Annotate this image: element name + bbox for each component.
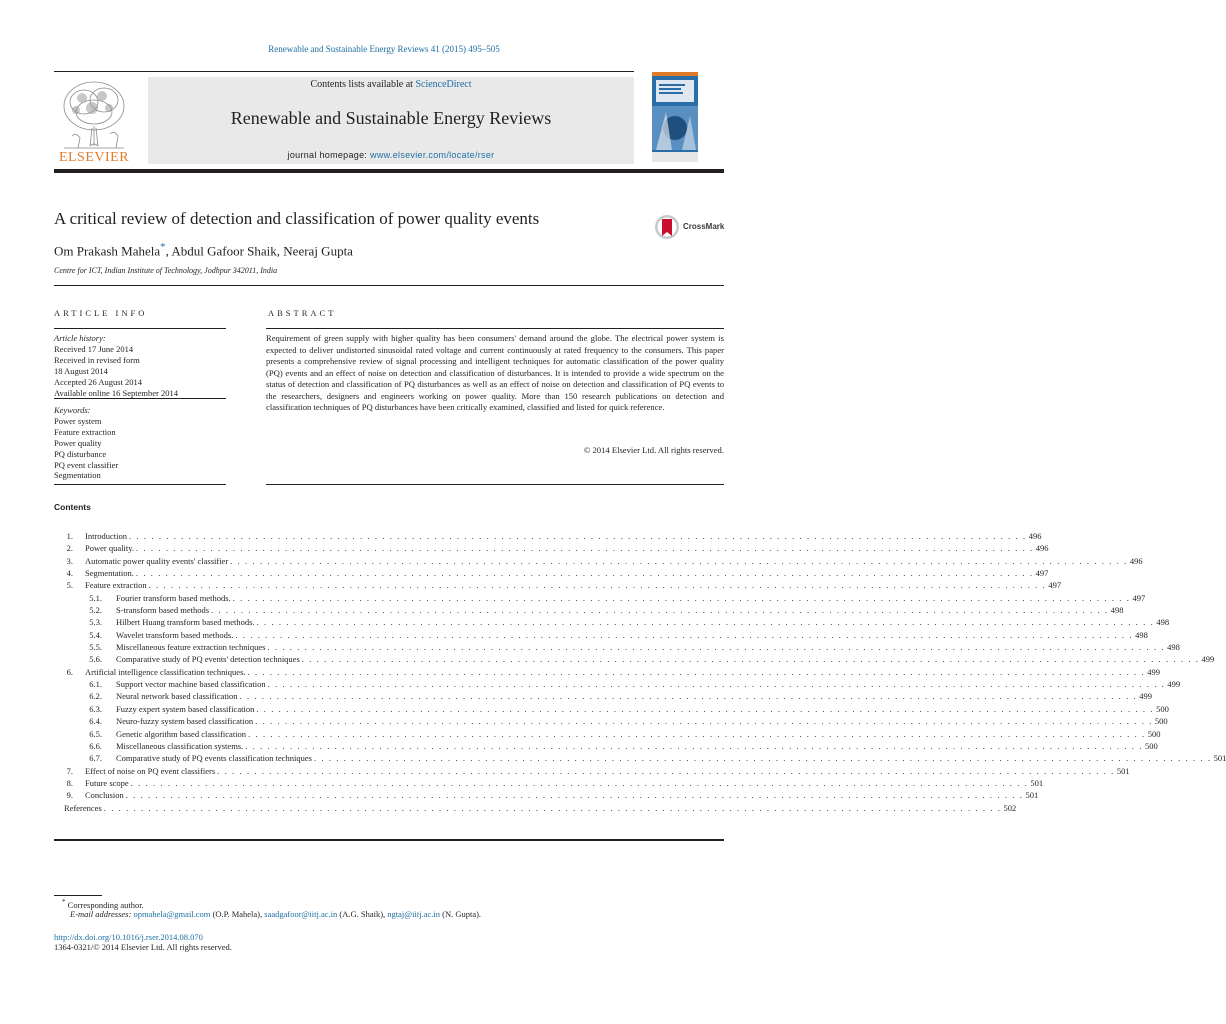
toc-row[interactable] <box>54 777 1044 789</box>
homepage-label: journal homepage: <box>287 150 371 160</box>
keyword-item: Segmentation <box>54 470 101 481</box>
toc-number: 5. <box>66 580 73 591</box>
toc-row[interactable] <box>54 616 1170 628</box>
author-name: Neeraj Gupta <box>283 243 353 259</box>
toc-page-number: 499 <box>1139 691 1153 702</box>
toc-page-number: 497 <box>1048 580 1062 591</box>
toc-page-number: 498 <box>1135 629 1148 640</box>
toc-number: 5.1. <box>89 592 102 603</box>
homepage-link[interactable]: www.elsevier.com/locate/rser <box>370 150 495 160</box>
toc-title: S-transform based methods <box>116 605 210 616</box>
toc-page-number: 501 <box>1116 765 1130 776</box>
toc-leader-dots: . . . . . . . . . . . . . . . . . . . . . . . . . . . . . . . . . . . . . . . . . . . . . . . . . . . . . . . . . . . . . . . . . . . . . . . . . . . . . . . . . . . . . . . . . . . . . . . . . . . . . . . . . . . . . . . . . . . . . . . . . <box>125 790 1024 801</box>
toc-entry <box>116 641 1180 653</box>
journal-citation[interactable]: Renewable and Sustainable Energy Reviews 41 (2015) 495–505 <box>268 44 500 54</box>
toc-row[interactable] <box>54 690 1153 702</box>
toc-number: 6.6. <box>89 740 102 751</box>
toc-row[interactable] <box>54 567 1049 579</box>
toc-row[interactable] <box>54 802 1017 814</box>
email-list <box>133 909 481 919</box>
journal-cover-image[interactable] <box>652 72 698 162</box>
toc-number: 3. <box>66 555 73 566</box>
journal-title: Renewable and Sustainable Energy Reviews <box>230 108 552 128</box>
toc-entry <box>85 579 1062 591</box>
journal-homepage-line <box>148 150 634 160</box>
email-owner: (A.G. Shaik), <box>337 909 388 919</box>
toc-leader-dots: . . . . . . . . . . . . . . . . . . . . . . . . . . . . . . . . . . . . . . . . . . . . . . . . . . . . . . . . . . . . . . . . . . . . . . . . . . . . . . . . . . . . . . . . . . . . . . . . . . . . . . . . . . . . . . . . . . . . . . . . . <box>136 543 1034 554</box>
toc-page-number: 501 <box>1213 753 1226 764</box>
history-item: Available online 16 September 2014 <box>54 387 179 398</box>
toc-number: 9. <box>66 790 73 801</box>
toc-title: Genetic algorithm based classification <box>116 728 247 739</box>
toc-entry <box>116 604 1124 616</box>
corresponding-mark: * <box>62 898 66 906</box>
toc-number: 6.4. <box>89 716 102 727</box>
email-link[interactable]: saadgafoor@iitj.ac.in <box>264 909 338 919</box>
toc-entry <box>64 802 1017 814</box>
toc-title: Fuzzy expert system based classification <box>116 703 255 714</box>
toc-leader-dots: . . . . . . . . . . . . . . . . . . . . . . . . . . . . . . . . . . . . . . . . . . . . . . . . . . . . . . . . . . . . . . . . . . . . . . . . . . . . . . . . . . . . . . . . . . . . . . . . . . . . . . . . . . . . . . . . . . . . . . . . . <box>267 642 1166 653</box>
keyword-item: Power quality <box>54 437 102 448</box>
toc-leader-dots: . . . . . . . . . . . . . . . . . . . . . . . . . . . . . . . . . . . . . . . . . . . . . . . . . . . . . . . . . . . . . . . . . . . . . . . . . . . . . . . . . . . . . . . . . . . . . . . . . . . . . . . . . . . . . . . . . . . . . . . . . <box>313 753 1212 764</box>
toc-title: Neural network based classification <box>116 691 238 702</box>
masthead-top-rule <box>54 71 634 72</box>
toc-leader-dots: . . . . . . . . . . . . . . . . . . . . . . . . . . . . . . . . . . . . . . . . . . . . . . . . . . . . . . . . . . . . . . . . . . . . . . . . . . . . . . . . . . . . . . . . . . . . . . . . . . . . . . . . . . . . . . . . . . . . . . . . . <box>267 679 1166 690</box>
toc-entry <box>85 777 1044 789</box>
toc-entry <box>116 703 1169 715</box>
keywords-label: Keywords: <box>54 405 91 415</box>
affiliation: Centre for ICT, Indian Institute of Technology, Jodhpur 342011, India <box>54 266 278 275</box>
toc-row[interactable] <box>54 666 1160 678</box>
toc-leader-dots: . . . . . . . . . . . . . . . . . . . . . . . . . . . . . . . . . . . . . . . . . . . . . . . . . . . . . . . . . . . . . . . . . . . . . . . . . . . . . . . . . . . . . . . . . . . . . . . . . . . . . . . . . . . . . . . . . . . . . . . . . <box>256 617 1155 628</box>
toc-row[interactable] <box>54 728 1161 740</box>
article-info-heading: ARTICLE INFO <box>54 308 148 318</box>
toc-title: Fourier transform based methods. <box>116 592 231 603</box>
email-owner: (O.P. Mahela), <box>210 909 265 919</box>
history-list <box>54 344 178 399</box>
email-link[interactable]: opmahela@gmail.com <box>133 909 211 919</box>
toc-title: Introduction <box>85 531 128 541</box>
toc-entry <box>116 715 1168 727</box>
sciencedirect-link[interactable]: ScienceDirect <box>415 79 472 90</box>
toc-title: Miscellaneous feature extraction techniques <box>116 642 266 653</box>
toc-number: 6.1. <box>89 679 102 690</box>
toc-entry <box>85 530 1042 542</box>
toc-number: 5.5. <box>89 642 102 653</box>
toc-title: Artificial intelligence classification techniques. <box>85 666 246 677</box>
toc-leader-dots: . . . . . . . . . . . . . . . . . . . . . . . . . . . . . . . . . . . . . . . . . . . . . . . . . . . . . . . . . . . . . . . . . . . . . . . . . . . . . . . . . . . . . . . . . . . . . . . . . . . . . . . . . . . . . . . . . . . . . . . . . <box>255 716 1153 727</box>
toc-row[interactable] <box>54 641 1180 653</box>
toc-number: 6.2. <box>89 691 102 702</box>
toc-row[interactable] <box>54 789 1039 801</box>
keyword-item: Power system <box>54 415 102 426</box>
author-separator: , <box>276 243 284 259</box>
toc-number: 2. <box>66 543 73 554</box>
email-addresses <box>70 909 481 919</box>
toc-page-number: 497 <box>1132 592 1146 603</box>
toc-row[interactable] <box>54 703 1169 715</box>
keywords <box>54 405 118 481</box>
toc-title: Comparative study of PQ events' detection techniques <box>116 654 300 665</box>
author-list <box>54 241 353 259</box>
toc-title: Power quality. <box>85 543 135 554</box>
toc-title: Hilbert Huang transform based methods. <box>116 617 255 628</box>
article-info-rule <box>54 328 226 329</box>
article-history <box>54 333 178 398</box>
toc-leader-dots: . . . . . . . . . . . . . . . . . . . . . . . . . . . . . . . . . . . . . . . . . . . . . . . . . . . . . . . . . . . . . . . . . . . . . . . . . . . . . . . . . . . . . . . . . . . . . . . . . . . . . . . . . . . . . . . . . . . . . . . . . <box>129 531 1027 541</box>
toc-page-number: 502 <box>1003 802 1017 813</box>
toc-entry <box>116 629 1148 641</box>
keyword-item: PQ event classifier <box>54 459 119 470</box>
toc-row[interactable] <box>54 592 1146 604</box>
toc-title: Neuro-fuzzy system based classification <box>116 716 254 727</box>
email-owner: (N. Gupta). <box>439 909 482 919</box>
corresponding-text: Corresponding author. <box>65 899 144 910</box>
toc-leader-dots: . . . . . . . . . . . . . . . . . . . . . . . . . . . . . . . . . . . . . . . . . . . . . . . . . . . . . . . . . . . . . . . . . . . . . . . . . . . . . . . . . . . . . . . . . . . . . . . . . . . . . . . . . . . . . . . . . . . . . . . . . <box>217 765 1115 776</box>
toc-page-number: 498 <box>1110 605 1124 616</box>
keyword-item: PQ disturbance <box>54 448 107 459</box>
article-title: A critical review of detection and classification of power quality events <box>54 209 540 228</box>
toc-entry <box>116 690 1153 702</box>
toc-entry <box>85 567 1049 579</box>
corresponding-author-mark[interactable]: * <box>160 241 166 253</box>
toc-title: Wavelet transform based methods. <box>116 629 234 640</box>
toc-number: 6. <box>66 666 73 677</box>
toc-page-number: 496 <box>1035 543 1049 554</box>
toc-page-number: 496 <box>1129 555 1143 566</box>
toc-row[interactable] <box>54 715 1168 727</box>
toc-entry <box>85 765 1130 777</box>
contents-heading: Contents <box>54 502 91 512</box>
email-link[interactable]: ngtaj@iitj.ac.in <box>387 909 440 919</box>
history-item: 18 August 2014 <box>54 365 108 376</box>
toc-page-number: 499 <box>1201 654 1215 665</box>
toc-leader-dots: . . . . . . . . . . . . . . . . . . . . . . . . . . . . . . . . . . . . . . . . . . . . . . . . . . . . . . . . . . . . . . . . . . . . . . . . . . . . . . . . . . . . . . . . . . . . . . . . . . . . . . . . . . . . . . . . . . . . . . . . . <box>230 555 1128 566</box>
toc-entry <box>116 678 1181 690</box>
toc-title: Automatic power quality events' classifier <box>85 555 229 566</box>
abstract-copyright: © 2014 Elsevier Ltd. All rights reserved. <box>583 445 724 455</box>
toc-entry <box>116 653 1215 665</box>
toc-page-number: 498 <box>1156 617 1170 628</box>
toc-entry <box>116 740 1158 752</box>
keyword-item: Feature extraction <box>54 426 116 437</box>
toc-row[interactable] <box>54 530 1042 542</box>
crossmark-icon <box>654 212 680 242</box>
header-rule <box>54 285 724 286</box>
contents-available-line <box>148 79 634 90</box>
toc-leader-dots: . . . . . . . . . . . . . . . . . . . . . . . . . . . . . . . . . . . . . . . . . . . . . . . . . . . . . . . . . . . . . . . . . . . . . . . . . . . . . . . . . . . . . . . . . . . . . . . . . . . . . . . . . . . . . . . . . . . . . . . . . <box>232 592 1131 603</box>
toc-row[interactable] <box>54 542 1049 554</box>
toc-leader-dots: . . . . . . . . . . . . . . . . . . . . . . . . . . . . . . . . . . . . . . . . . . . . . . . . . . . . . . . . . . . . . . . . . . . . . . . . . . . . . . . . . . . . . . . . . . . . . . . . . . . . . . . . . . . . . . . . . . . . . . . . . <box>248 728 1146 739</box>
crossmark-label: CrossMark <box>683 222 725 231</box>
doi-link[interactable]: http://dx.doi.org/10.1016/j.rser.2014.08.070 <box>54 932 203 942</box>
toc-number: 6.7. <box>89 753 102 764</box>
toc-page-number: 500 <box>1144 740 1158 751</box>
table-of-contents <box>54 530 1226 814</box>
toc-number: 5.6. <box>89 654 102 665</box>
toc-leader-dots: . . . . . . . . . . . . . . . . . . . . . . . . . . . . . . . . . . . . . . . . . . . . . . . . . . . . . . . . . . . . . . . . . . . . . . . . . . . . . . . . . . . . . . . . . . . . . . . . . . . . . . . . . . . . . . . . . . . . . . . . . <box>235 629 1134 640</box>
toc-number: 7. <box>66 765 73 776</box>
toc-entry <box>116 752 1226 764</box>
toc-number: 5.4. <box>89 629 102 640</box>
author-name: Abdul Gafoor Shaik <box>171 243 277 259</box>
toc-leader-dots: . . . . . . . . . . . . . . . . . . . . . . . . . . . . . . . . . . . . . . . . . . . . . . . . . . . . . . . . . . . . . . . . . . . . . . . . . . . . . . . . . . . . . . . . . . . . . . . . . . . . . . . . . . . . . . . . . . . . . . . . . <box>239 691 1138 702</box>
abstract-bottom-rule <box>266 484 724 485</box>
toc-leader-dots: . . . . . . . . . . . . . . . . . . . . . . . . . . . . . . . . . . . . . . . . . . . . . . . . . . . . . . . . . . . . . . . . . . . . . . . . . . . . . . . . . . . . . . . . . . . . . . . . . . . . . . . . . . . . . . . . . . . . . . . . . <box>130 777 1029 788</box>
toc-page-number: 499 <box>1147 666 1160 677</box>
toc-leader-dots: . . . . . . . . . . . . . . . . . . . . . . . . . . . . . . . . . . . . . . . . . . . . . . . . . . . . . . . . . . . . . . . . . . . . . . . . . . . . . . . . . . . . . . . . . . . . . . . . . . . . . . . . . . . . . . . . . . . . . . . . . <box>211 605 1109 616</box>
toc-number: 8. <box>66 777 73 788</box>
toc-page-number: 500 <box>1147 728 1161 739</box>
toc-entry <box>85 542 1049 554</box>
abstract-rule <box>266 328 724 329</box>
footnote-rule <box>54 895 102 896</box>
toc-row[interactable] <box>54 765 1130 777</box>
toc-row[interactable] <box>54 629 1148 641</box>
toc-page-number: 501 <box>1030 777 1044 788</box>
toc-number: 6.5. <box>89 728 102 739</box>
toc-title: Support vector machine based classification <box>116 679 266 690</box>
toc-entry <box>85 666 1160 678</box>
toc-leader-dots: . . . . . . . . . . . . . . . . . . . . . . . . . . . . . . . . . . . . . . . . . . . . . . . . . . . . . . . . . . . . . . . . . . . . . . . . . . . . . . . . . . . . . . . . . . . . . . . . . . . . . . . . . . . . . . . . . . . . . . . . . <box>148 580 1047 591</box>
toc-row[interactable] <box>54 579 1062 591</box>
toc-title: Future scope <box>85 777 129 788</box>
toc-title: Comparative study of PQ events classification techniques <box>116 753 312 764</box>
toc-page-number: 497 <box>1035 568 1049 579</box>
toc-entry <box>85 789 1039 801</box>
toc-leader-dots: . . . . . . . . . . . . . . . . . . . . . . . . . . . . . . . . . . . . . . . . . . . . . . . . . . . . . . . . . . . . . . . . . . . . . . . . . . . . . . . . . . . . . . . . . . . . . . . . . . . . . . . . . . . . . . . . . . . . . . . . . <box>256 703 1155 714</box>
toc-page-number: 500 <box>1156 703 1169 714</box>
history-item: Accepted 26 August 2014 <box>54 376 143 387</box>
author-name: Om Prakash Mahela <box>54 243 161 259</box>
toc-number: 5.3. <box>89 617 102 628</box>
toc-title: References <box>64 802 102 813</box>
contents-prefix: Contents lists available at <box>310 79 416 90</box>
toc-page-number: 500 <box>1154 716 1168 727</box>
email-label: E-mail addresses: <box>70 909 134 919</box>
toc-row[interactable] <box>54 740 1158 752</box>
toc-page-number: 501 <box>1025 790 1039 801</box>
keywords-list <box>54 416 118 481</box>
toc-entry <box>116 616 1170 628</box>
article-info-bottom-rule <box>54 484 226 485</box>
toc-row[interactable] <box>54 752 1226 764</box>
toc-page-number: 498 <box>1167 642 1180 653</box>
history-label: Article history: <box>54 333 106 343</box>
toc-entry <box>116 728 1161 740</box>
toc-row[interactable] <box>54 653 1215 665</box>
toc-leader-dots: . . . . . . . . . . . . . . . . . . . . . . . . . . . . . . . . . . . . . . . . . . . . . . . . . . . . . . . . . . . . . . . . . . . . . . . . . . . . . . . . . . . . . . . . . . . . . . . . . . . . . . . . . . . . . . . . . . . . . . . . . <box>245 740 1143 751</box>
history-item: Received 17 June 2014 <box>54 343 134 354</box>
issn-line: 1364-0321/© 2014 Elsevier Ltd. All rights reserved. <box>54 942 232 952</box>
abstract-heading: ABSTRACT <box>268 308 337 318</box>
masthead-bottom-rule <box>54 169 724 173</box>
toc-page-number: 499 <box>1167 679 1181 690</box>
toc-number: 1. <box>66 531 73 541</box>
toc-number: 5.2. <box>89 605 102 616</box>
toc-leader-dots: . . . . . . . . . . . . . . . . . . . . . . . . . . . . . . . . . . . . . . . . . . . . . . . . . . . . . . . . . . . . . . . . . . . . . . . . . . . . . . . . . . . . . . . . . . . . . . . . . . . . . . . . . . . . . . . . . . . . . . . . . <box>301 654 1200 665</box>
crossmark-badge[interactable] <box>654 212 734 242</box>
abstract-text: Requirement of green supply with higher quality has been consumers' demand around the globe. The electrical power system is expected to deliver undistorted sinusoidal rated voltage and current continuously at rated frequency to the consumers. This paper presents a comprehensive review of signal processing and intelligent techniques for automatic classification of the power quality (PQ) events and an effect of noise on detection and classification of disturbances. It is intended to provide a wide spectrum on the status of detection and classification of PQ disturbances as well as an effect of noise on detection and classification of PQ events to the researchers, designers and engineers working on power quality. More than 150 research publications on detection and classification techniques of PQ disturbances have been critically examined, classified and listed for quick reference. <box>266 333 724 412</box>
toc-entry <box>85 555 1143 567</box>
toc-entry <box>116 592 1146 604</box>
toc-row[interactable] <box>54 555 1143 567</box>
toc-leader-dots: . . . . . . . . . . . . . . . . . . . . . . . . . . . . . . . . . . . . . . . . . . . . . . . . . . . . . . . . . . . . . . . . . . . . . . . . . . . . . . . . . . . . . . . . . . . . . . . . . . . . . . . . . . . . . . . . . . . . . . . . . <box>135 568 1034 579</box>
toc-title: Segmentation. <box>85 568 134 579</box>
toc-number: 4. <box>66 568 73 579</box>
toc-row[interactable] <box>54 604 1124 616</box>
toc-title: Miscellaneous classification systems. <box>116 740 244 751</box>
toc-row[interactable] <box>54 678 1181 690</box>
author-separator: , <box>165 243 172 259</box>
toc-title: Feature extraction <box>85 580 147 591</box>
toc-leader-dots: . . . . . . . . . . . . . . . . . . . . . . . . . . . . . . . . . . . . . . . . . . . . . . . . . . . . . . . . . . . . . . . . . . . . . . . . . . . . . . . . . . . . . . . . . . . . . . . . . . . . . . . . . . . . . . . . . . . . . . . . . <box>247 666 1146 677</box>
elsevier-wordmark: ELSEVIER <box>58 150 130 165</box>
history-item: Received in revised form <box>54 354 140 365</box>
toc-leader-dots: . . . . . . . . . . . . . . . . . . . . . . . . . . . . . . . . . . . . . . . . . . . . . . . . . . . . . . . . . . . . . . . . . . . . . . . . . . . . . . . . . . . . . . . . . . . . . . . . . . . . . . . . . . . . . . . . . . . . . . . . . <box>103 802 1002 813</box>
toc-page-number: 496 <box>1028 531 1042 541</box>
toc-title: Conclusion <box>85 790 124 801</box>
toc-number: 6.3. <box>89 703 102 714</box>
toc-title: Effect of noise on PQ event classifiers <box>85 765 216 776</box>
contents-bottom-rule <box>54 839 724 841</box>
